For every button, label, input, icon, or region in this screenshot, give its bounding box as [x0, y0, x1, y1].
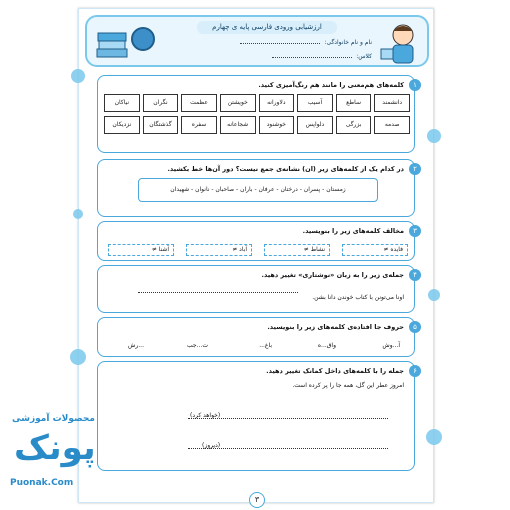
antonym-field[interactable]: فایده ≠ — [342, 244, 408, 256]
question-4 — [97, 265, 415, 313]
missing-letter-item[interactable]: آ...وش — [382, 342, 400, 349]
question-number: ۳ — [409, 225, 421, 237]
splash-decoration — [70, 349, 86, 365]
word-cell[interactable]: خویشتن — [220, 94, 256, 112]
question-number: ۶ — [409, 365, 421, 377]
word-cell[interactable]: دلاورانه — [259, 94, 295, 112]
splash-decoration — [73, 209, 83, 219]
question-number: ۲ — [409, 163, 421, 175]
question-text: جمله‌ی زیر را به زبان «نوشتاری» تغییر دهید. — [261, 271, 404, 279]
hint-text: (دیروز) — [202, 442, 221, 449]
question-text: در کدام یک از کلمه‌های زیر (ان) نشانه‌ی جمع نیست؟ دور آن‌ها خط بکشید. — [167, 165, 404, 173]
word-cell[interactable]: گذشتگان — [143, 116, 179, 134]
antonym-field[interactable]: نشاط ≠ — [264, 244, 330, 256]
question-6 — [97, 361, 415, 471]
question-number: ۱ — [409, 79, 421, 91]
word-cell[interactable]: خوشنود — [259, 116, 295, 134]
class-field — [272, 53, 372, 60]
word-list-box[interactable]: زمستان - پسران - درختان - عرفان - باران - صاحبان - نانوان - شهیدان — [138, 178, 378, 202]
answer-line[interactable] — [138, 292, 298, 293]
question-text: مخالف کلمه‌های زیر را بنویسید. — [302, 227, 404, 235]
antonym-field[interactable]: آشنا ≠ — [108, 244, 174, 256]
word-cell[interactable]: شجاعانه — [220, 116, 256, 134]
header-title: ارزشیابی ورودی فارسی پایه ی چهارم — [197, 21, 337, 34]
missing-letter-item[interactable]: ت...جب — [187, 342, 208, 349]
brand-logo: پونک — [14, 428, 96, 468]
question-text: کلمه‌های هم‌معنی را مانند هم رنگ‌آمیزی کنید. — [258, 81, 404, 89]
question-1 — [97, 75, 415, 153]
word-cell[interactable]: بزرگی — [336, 116, 372, 134]
splash-decoration — [427, 129, 441, 143]
question-text: حروف جا افتاده‌ی کلمه‌های زیر را بنویسید. — [267, 323, 404, 331]
globe-icon — [131, 27, 155, 51]
splash-decoration — [428, 289, 440, 301]
word-cell[interactable]: عظمت — [181, 94, 217, 112]
name-label: نام و نام خانوادگی: — [324, 39, 372, 46]
word-cell[interactable]: ساطع — [336, 94, 372, 112]
question-5 — [97, 317, 415, 357]
splash-decoration — [71, 69, 85, 83]
header-banner — [85, 15, 429, 67]
books-icon — [95, 25, 129, 61]
brand-url[interactable]: Puonak.Com — [10, 478, 74, 488]
missing-letter-item[interactable]: ...رش — [128, 342, 144, 349]
word-cell[interactable]: دلواپس — [297, 116, 333, 134]
sentence-text: اونا می‌تونن با کتاب خوندن دانا بشن. — [312, 294, 404, 301]
hint-text: (خواهد کرد) — [190, 412, 221, 419]
worksheet-page — [78, 8, 434, 503]
missing-letter-item[interactable]: واق...ه — [317, 342, 336, 349]
class-label: کلاس: — [356, 53, 372, 60]
word-cell[interactable]: سفره — [181, 116, 217, 134]
question-text: جمله را با کلمه‌های داخل کمانک تغییر دهید. — [266, 367, 404, 375]
word-cell[interactable]: دانشمند — [374, 94, 410, 112]
brand-tagline: محصولات آموزشی — [12, 414, 95, 424]
name-line[interactable] — [240, 43, 320, 44]
word-cell[interactable]: نگران — [143, 94, 179, 112]
class-line[interactable] — [272, 57, 352, 58]
question-3 — [97, 221, 415, 261]
word-cell[interactable]: آسیب — [297, 94, 333, 112]
child-illustration-icon — [379, 21, 421, 65]
question-number: ۵ — [409, 321, 421, 333]
name-field — [240, 39, 372, 46]
antonym-field[interactable]: آباد ≠ — [186, 244, 252, 256]
word-cell[interactable]: نزدیکان — [104, 116, 140, 134]
word-grid — [104, 94, 410, 134]
question-2 — [97, 159, 415, 217]
question-number: ۴ — [409, 269, 421, 281]
splash-decoration — [426, 429, 442, 445]
missing-letter-item[interactable]: باغ... — [259, 342, 272, 349]
word-cell[interactable]: صدمه — [374, 116, 410, 134]
word-cell[interactable]: نیاکان — [104, 94, 140, 112]
page-number: ۳ — [249, 492, 265, 508]
sentence-text: امروز عطر این گل، همه جا را پر کرده است. — [292, 382, 404, 389]
